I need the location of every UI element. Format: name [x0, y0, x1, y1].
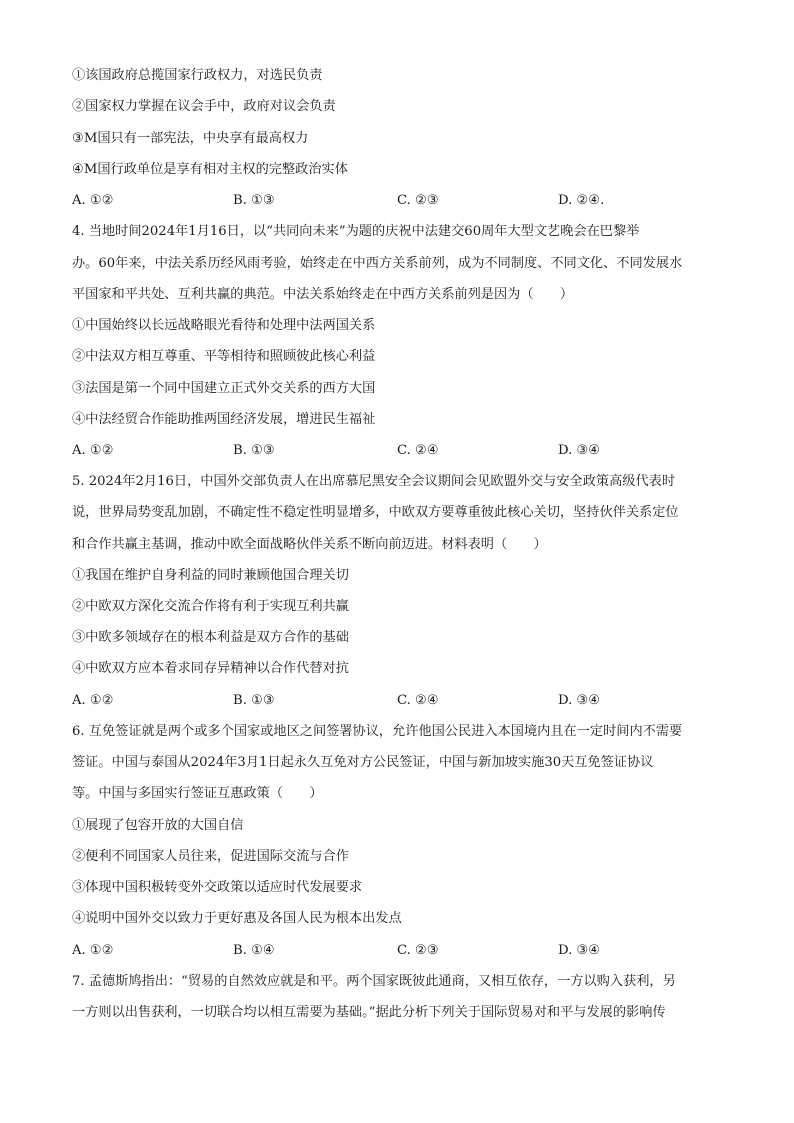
q6-stem-line-3: 等。中国与多国实行签证互惠政策（ ） [72, 786, 323, 801]
q5-statement-2: ②中欧双方深化交流合作将有利于实现互利共赢 [72, 599, 349, 614]
q7-stem-line-1: 7. 孟德斯鸠指出：“贸易的自然效应就是和平。两个国家既彼此通商，又相互依存，一方以购入获利，另 [72, 974, 676, 989]
q6-statement-3: ③体现中国积极转变外交政策以适应时代发展要求 [72, 880, 363, 895]
q3-option-b[interactable]: B. ①③ [233, 193, 275, 208]
q6-option-b[interactable]: B. ①④ [233, 943, 275, 958]
q6-statement-1: ①展现了包容开放的大国自信 [72, 818, 244, 833]
q4-statement-4: ④中法经贸合作能助推两国经济发展，增进民生福祉 [72, 412, 376, 427]
q6-option-d[interactable]: D. ③④ [558, 943, 601, 958]
q5-stem-line-3: 和合作共赢主基调，推动中欧全面战略伙伴关系不断向前迈进。材料表明（ ） [72, 537, 547, 552]
q7-stem-line-2: 一方则以出售获利，一切联合均以相互需要为基础。”据此分析下列关于国际贸易对和平与发展的影响传 [72, 1005, 666, 1020]
q4-option-d[interactable]: D. ③④ [558, 443, 601, 458]
q3-statement-1: ①该国政府总揽国家行政权力，对选民负责 [72, 68, 323, 83]
q4-statement-2: ②中法双方相互尊重、平等相待和照顾彼此核心利益 [72, 349, 376, 364]
q3-statement-4: ④M国行政单位是享有相对主权的完整政治实体 [72, 162, 348, 177]
q6-option-c[interactable]: C. ②③ [397, 943, 439, 958]
q5-option-c[interactable]: C. ②④ [397, 693, 439, 708]
q5-statement-3: ③中欧多领域存在的根本利益是双方合作的基础 [72, 630, 349, 645]
q6-options [72, 941, 724, 961]
q4-stem-line-2: 办。60年来，中法关系历经风雨考验，始终走在中西方关系前列，成为不同制度、不同文化、不同发展水 [72, 256, 683, 271]
q4-statement-3: ③法国是第一个同中国建立正式外交关系的西方大国 [72, 381, 376, 396]
q4-option-c[interactable]: C. ②④ [397, 443, 439, 458]
q6-statement-2: ②便利不同国家人员往来，促进国际交流与合作 [72, 849, 349, 864]
q5-option-d[interactable]: D. ③④ [558, 693, 601, 708]
q4-option-a[interactable]: A. ①② [72, 443, 114, 458]
q6-option-a[interactable]: A. ①② [72, 943, 114, 958]
q3-option-c[interactable]: C. ②③ [397, 193, 439, 208]
q6-statement-4: ④说明中国外交以致力于更好惠及各国人民为根本出发点 [72, 911, 402, 926]
q5-option-b[interactable]: B. ①③ [233, 693, 275, 708]
q4-statement-1: ①中国始终以长远战略眼光看待和处理中法两国关系 [72, 318, 376, 333]
q5-options [72, 691, 724, 711]
q3-options [72, 191, 724, 211]
q4-options [72, 441, 724, 461]
q3-option-d[interactable]: D. ②④. [558, 193, 605, 208]
q3-statement-2: ②国家权力掌握在议会手中，政府对议会负责 [72, 99, 336, 114]
q5-option-a[interactable]: A. ①② [72, 693, 114, 708]
q3-option-a[interactable]: A. ①② [72, 193, 114, 208]
q6-stem-line-2: 签证。中国与泰国从2024年3月1日起永久互免对方公民签证，中国与新加坡实施30天互免签证协议 [72, 755, 654, 770]
q3-statement-3: ③M国只有一部宪法，中央享有最高权力 [72, 131, 309, 146]
q5-statement-4: ④中欧双方应本着求同存异精神以合作代替对抗 [72, 661, 349, 676]
q6-stem-line-1: 6. 互免签证就是两个或多个国家或地区之间签署协议，允许他国公民进入本国境内且在一定时间内不需要 [72, 724, 683, 739]
q5-statement-1: ①我国在维护自身利益的同时兼顾他国合理关切 [72, 568, 349, 583]
q4-option-b[interactable]: B. ①③ [233, 443, 275, 458]
q4-stem-line-1: 4. 当地时间2024年1月16日，以“共同向未来”为题的庆祝中法建交60周年大型文艺晚会在巴黎举 [72, 224, 640, 239]
q5-stem-line-2: 说，世界局势变乱加剧，不确定性不稳定性明显增多，中欧双方要尊重彼此核心关切，坚持伙伴关系定位 [72, 505, 679, 520]
q5-stem-line-1: 5. 2024年2月16日，中国外交部负责人在出席慕尼黑安全会议期间会见欧盟外交与安全政策高级代表时 [72, 474, 676, 489]
q4-stem-line-3: 平国家和平共处、互利共赢的典范。中法关系始终走在中西方关系前列是因为（ ） [72, 287, 574, 302]
